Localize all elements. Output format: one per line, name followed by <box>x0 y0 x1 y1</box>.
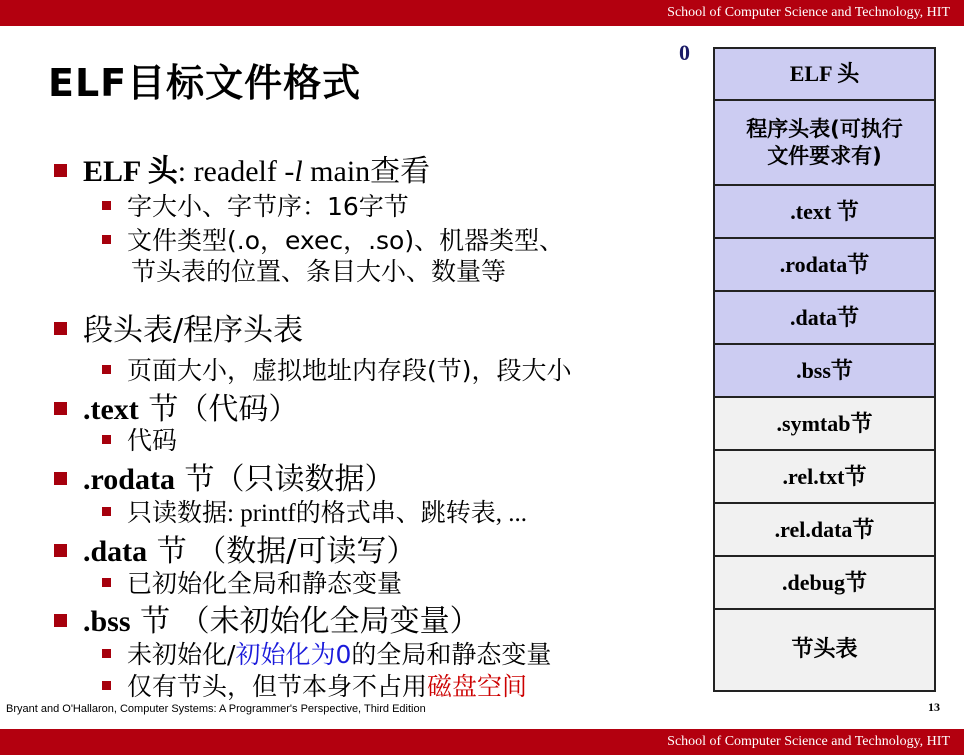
highlight-red-text: 磁盘空间 <box>427 672 528 701</box>
sub-bullet-no-disk-space: 仅有节头，但节本身不占用磁盘空间 <box>102 667 527 703</box>
sub-bullet-square-icon <box>102 435 111 444</box>
bullet-square-icon <box>54 544 67 557</box>
slide-title: ELF目标文件格式 <box>48 61 362 105</box>
sub-bullet-initialized-vars: 已初始化全局和静态变量 <box>102 564 402 600</box>
header-institution: School of Computer Science and Technology, HIT <box>667 5 950 20</box>
segment-data: .data节 <box>713 290 936 345</box>
sub-bullet-square-icon <box>102 681 111 690</box>
segment-text: .text 节 <box>713 184 936 239</box>
bullet-bold: ELF 头 <box>83 155 178 188</box>
segment-section-header-table: 节头表 <box>713 608 936 692</box>
bullet-segment-header: 段头表/程序头表 <box>54 305 303 349</box>
segment-bss: .bss节 <box>713 343 936 398</box>
sub-bullet-square-icon <box>102 201 111 210</box>
bullet-square-icon <box>54 472 67 485</box>
bullet-elf-header: ELF 头: readelf -l main查看 <box>54 146 430 190</box>
highlight-blue-text: 初始化为0 <box>235 640 352 669</box>
header-bar <box>0 0 964 26</box>
bullet-square-icon <box>54 402 67 415</box>
sub-bullet-code: 代码 <box>102 421 177 457</box>
bullet-rodata-section: .rodata 节（只读数据） <box>54 454 395 498</box>
segment-elf-header: ELF 头 <box>713 47 936 101</box>
sub-bullet-file-type: 文件类型(.o，exec，.so)、机器类型、 <box>102 221 564 257</box>
footer-citation: Bryant and O'Hallaron, Computer Systems: A Programmer's Perspective, Third Edition <box>6 703 426 715</box>
offset-zero-label: 0 <box>679 40 690 65</box>
sub-bullet-square-icon <box>102 365 111 374</box>
segment-rodata: .rodata节 <box>713 237 936 292</box>
bullet-square-icon <box>54 164 67 177</box>
page-number: 13 <box>928 700 940 714</box>
bullet-square-icon <box>54 614 67 627</box>
sub-bullet-uninitialized-vars: 未初始化/初始化为0的全局和静态变量 <box>102 635 551 671</box>
sub-bullet-page-size: 页面大小，虚拟地址内存段(节)，段大小 <box>102 351 572 387</box>
sub-bullet-readonly-data: 只读数据: printf的格式串、跳转表, ... <box>102 493 527 529</box>
footer-bar <box>0 729 964 755</box>
bullet-square-icon <box>54 322 67 335</box>
segment-rel-txt: .rel.txt节 <box>713 449 936 504</box>
segment-debug: .debug节 <box>713 555 936 610</box>
bullet-bss-section: .bss 节 （未初始化全局变量） <box>54 596 480 640</box>
bullet-text-section: .text 节（代码） <box>54 384 298 428</box>
sub-bullet-word-size: 字大小、字节序：16字节 <box>102 187 409 223</box>
segment-symtab: .symtab节 <box>713 396 936 451</box>
segment-program-header-table: 程序头表(可执行 文件要求有) <box>713 99 936 186</box>
sub-bullet-square-icon <box>102 507 111 516</box>
sub-bullet-square-icon <box>102 235 111 244</box>
sub-bullet-square-icon <box>102 649 111 658</box>
sub-bullet-file-type-cont: 节头表的位置、条目大小、数量等 <box>131 257 507 286</box>
bullet-data-section: .data 节 （数据/可读写） <box>54 526 416 570</box>
footer-institution: School of Computer Science and Technology, HIT <box>667 734 950 749</box>
segment-rel-data: .rel.data节 <box>713 502 936 557</box>
sub-bullet-square-icon <box>102 578 111 587</box>
